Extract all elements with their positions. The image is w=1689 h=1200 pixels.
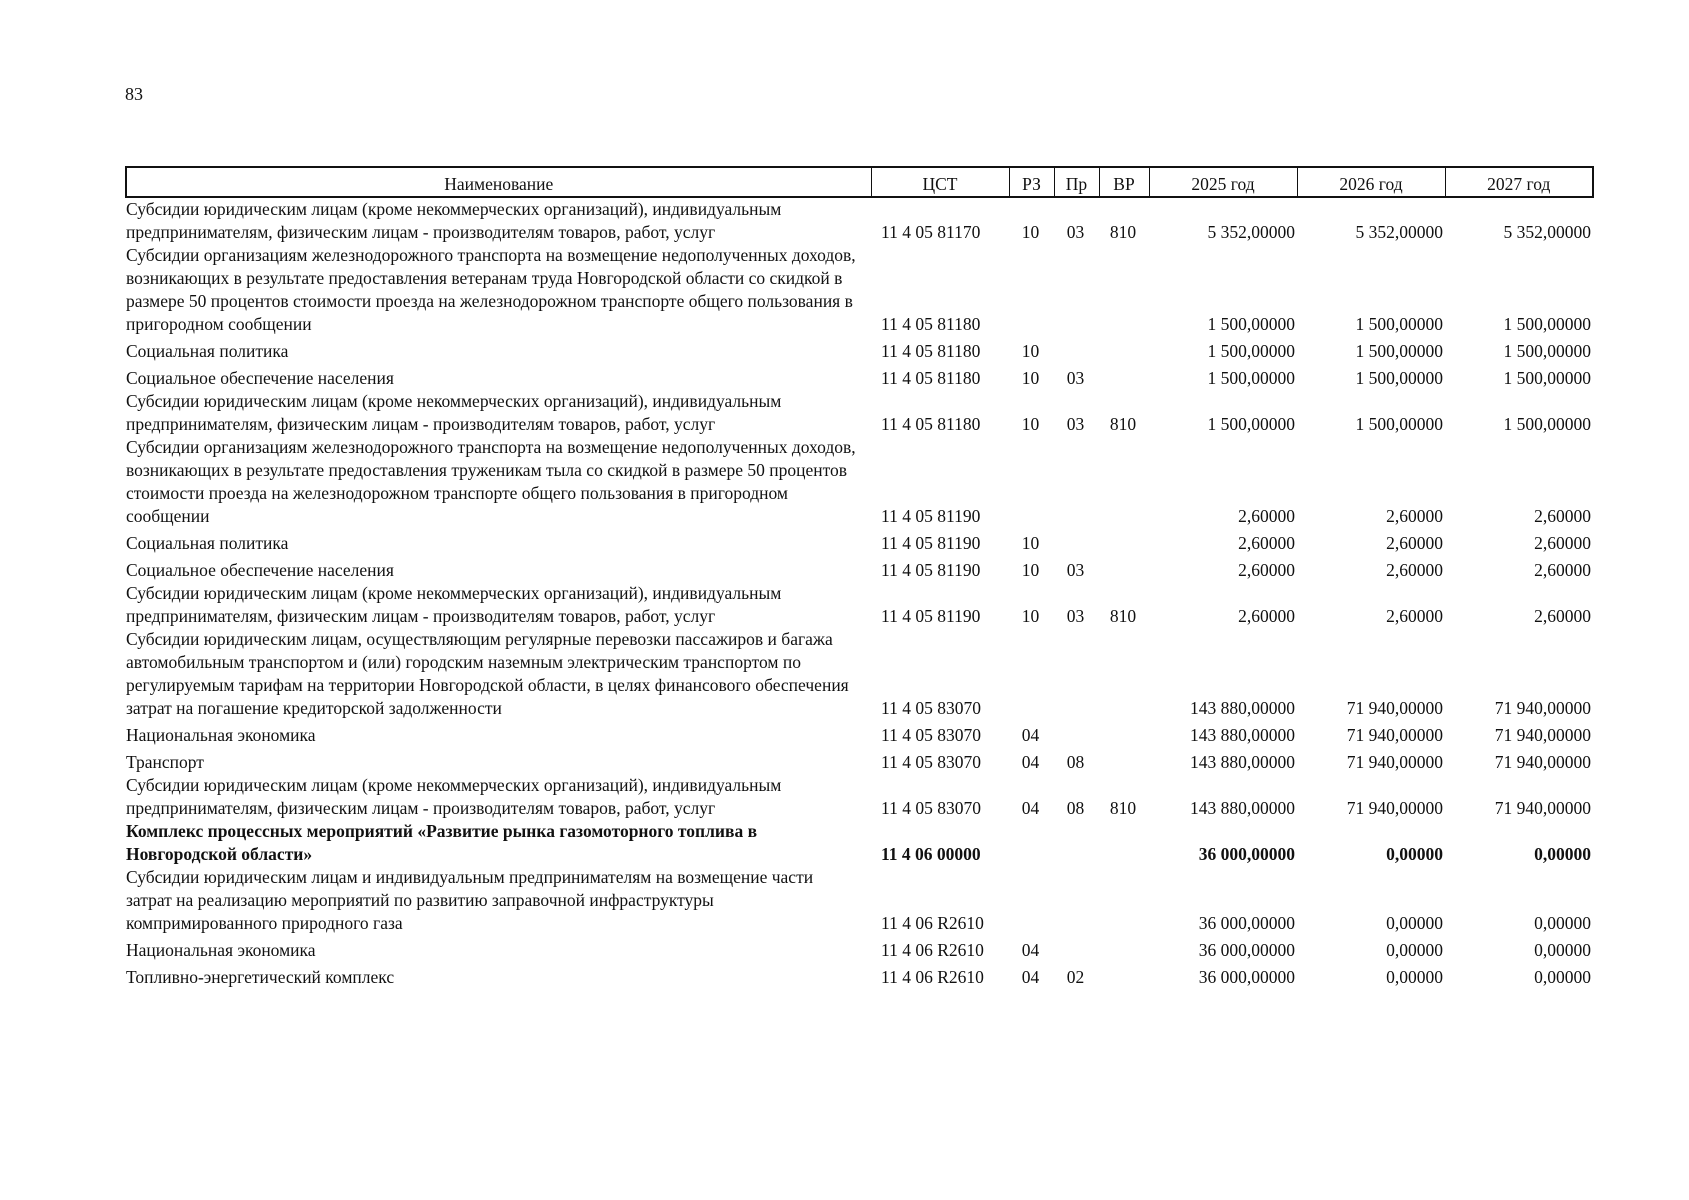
row-cst: 11 4 05 83070 — [881, 725, 981, 745]
header-2026: 2026 год — [1297, 167, 1445, 197]
row-pr: 03 — [1066, 414, 1085, 434]
row-rz: 10 — [1021, 414, 1040, 434]
row-2026: 71 940,00000 — [1346, 798, 1443, 818]
row-2025: 2,60000 — [1238, 506, 1295, 526]
budget-table — [125, 166, 1594, 989]
row-rz: 04 — [1021, 798, 1040, 818]
row-2026: 1 500,00000 — [1355, 341, 1443, 361]
row-vr — [1099, 866, 1149, 935]
row-cst: 11 4 05 81180 — [881, 368, 981, 388]
row-2025: 2,60000 — [1238, 533, 1295, 553]
row-vr: 810 — [1109, 606, 1137, 626]
row-rz — [1009, 866, 1054, 935]
row-cst: 11 4 05 81190 — [881, 506, 981, 526]
row-2025: 143 880,00000 — [1190, 752, 1295, 772]
row-pr — [1054, 336, 1099, 363]
row-cst: 11 4 06 00000 — [881, 844, 981, 864]
row-2027: 0,00000 — [1534, 967, 1591, 987]
row-2027: 2,60000 — [1534, 506, 1591, 526]
row-2026: 2,60000 — [1386, 560, 1443, 580]
row-2025: 143 880,00000 — [1190, 798, 1295, 818]
row-vr — [1099, 720, 1149, 747]
table-row — [126, 866, 1593, 935]
row-2026: 2,60000 — [1386, 533, 1443, 553]
table-row — [126, 197, 1593, 244]
row-2026: 71 940,00000 — [1346, 725, 1443, 745]
row-2027: 0,00000 — [1534, 913, 1591, 933]
row-cst: 11 4 05 81180 — [881, 341, 981, 361]
row-2026: 5 352,00000 — [1355, 222, 1443, 242]
row-2027: 71 940,00000 — [1494, 725, 1591, 745]
row-pr — [1054, 935, 1099, 962]
row-rz: 10 — [1021, 341, 1040, 361]
row-name: Комплекс процессных мероприятий «Развитие рынка газомоторного топлива в Новгородской области» — [126, 821, 758, 864]
row-cst: 11 4 05 81180 — [881, 414, 981, 434]
row-2026: 1 500,00000 — [1355, 414, 1443, 434]
row-2025: 1 500,00000 — [1207, 414, 1295, 434]
row-pr: 02 — [1066, 967, 1085, 987]
table-row — [126, 555, 1593, 582]
table-row — [126, 820, 1593, 866]
row-name: Субсидии организациям железнодорожного транспорта на возмещение недополученных доходов, возникающих в результате предоставления ветеранам труда Новгородской области со скидкой в размере 50 процентов стоимости проезда на железнодорожном транспорте общего пользования в пригородном сообщении — [126, 245, 856, 334]
table-row — [126, 962, 1593, 989]
table-row — [126, 582, 1593, 628]
row-2027: 71 940,00000 — [1494, 752, 1591, 772]
row-2026: 71 940,00000 — [1346, 698, 1443, 718]
row-2025: 36 000,00000 — [1198, 967, 1295, 987]
row-vr — [1099, 747, 1149, 774]
header-vr: ВР — [1099, 167, 1149, 197]
row-pr — [1054, 720, 1099, 747]
table-row — [126, 720, 1593, 747]
row-2027: 2,60000 — [1534, 533, 1591, 553]
row-cst: 11 4 05 81190 — [881, 560, 981, 580]
row-cst: 11 4 05 81190 — [881, 606, 981, 626]
row-rz: 04 — [1021, 967, 1040, 987]
row-2025: 5 352,00000 — [1207, 222, 1295, 242]
row-2027: 5 352,00000 — [1503, 222, 1591, 242]
row-2025: 1 500,00000 — [1207, 341, 1295, 361]
row-name: Социальное обеспечение населения — [126, 368, 394, 388]
row-2027: 1 500,00000 — [1503, 314, 1591, 334]
row-name: Субсидии юридическим лицам (кроме некоммерческих организаций), индивидуальным предпринимателям, физическим лицам - производителям товаров, работ, услуг — [126, 775, 782, 818]
row-rz: 10 — [1021, 606, 1040, 626]
row-2027: 71 940,00000 — [1494, 698, 1591, 718]
row-pr: 08 — [1066, 752, 1085, 772]
row-name: Топливно-энергетический комплекс — [126, 967, 395, 987]
row-vr — [1099, 628, 1149, 720]
row-2025: 36 000,00000 — [1198, 844, 1295, 864]
row-cst: 11 4 05 81180 — [881, 314, 981, 334]
row-name: Субсидии юридическим лицам (кроме некоммерческих организаций), индивидуальным предпринимателям, физическим лицам - производителям товаров, работ, услуг — [126, 583, 782, 626]
row-2026: 71 940,00000 — [1346, 752, 1443, 772]
row-2025: 143 880,00000 — [1190, 725, 1295, 745]
table-row — [126, 390, 1593, 436]
table-row — [126, 774, 1593, 820]
row-vr: 810 — [1109, 798, 1137, 818]
table-row — [126, 935, 1593, 962]
row-2027: 2,60000 — [1534, 560, 1591, 580]
row-cst: 11 4 05 83070 — [881, 698, 981, 718]
table-row — [126, 363, 1593, 390]
row-pr — [1054, 244, 1099, 336]
row-cst: 11 4 05 81170 — [881, 222, 981, 242]
row-rz: 10 — [1021, 222, 1040, 242]
row-vr — [1099, 935, 1149, 962]
row-rz: 10 — [1021, 368, 1040, 388]
row-vr — [1099, 244, 1149, 336]
header-name: Наименование — [126, 167, 871, 197]
row-name: Субсидии юридическим лицам, осуществляющим регулярные перевозки пассажиров и багажа автомобильным транспортом и (или) городским наземным электрическим транспортом по регулируемым тарифам на территории Новгородской области, в целях финансового обеспечения затрат на погашение кредиторской задолженности — [126, 629, 849, 718]
table-row — [126, 528, 1593, 555]
row-vr — [1099, 436, 1149, 528]
row-rz: 04 — [1021, 725, 1040, 745]
row-pr — [1054, 866, 1099, 935]
row-rz — [1009, 436, 1054, 528]
row-vr — [1099, 555, 1149, 582]
row-vr: 810 — [1109, 222, 1137, 242]
row-vr — [1099, 336, 1149, 363]
row-cst: 11 4 05 81190 — [881, 533, 981, 553]
table-header-row — [126, 167, 1593, 197]
row-pr — [1054, 528, 1099, 555]
row-2027: 71 940,00000 — [1494, 798, 1591, 818]
row-2025: 36 000,00000 — [1198, 913, 1295, 933]
header-2025: 2025 год — [1149, 167, 1297, 197]
row-pr: 03 — [1066, 368, 1085, 388]
table-row — [126, 336, 1593, 363]
row-2026: 1 500,00000 — [1355, 314, 1443, 334]
row-pr — [1054, 820, 1099, 866]
row-cst: 11 4 05 83070 — [881, 752, 981, 772]
row-pr: 03 — [1066, 606, 1085, 626]
row-2025: 1 500,00000 — [1207, 368, 1295, 388]
row-vr — [1099, 363, 1149, 390]
header-2027: 2027 год — [1445, 167, 1593, 197]
row-rz: 10 — [1021, 560, 1040, 580]
row-vr — [1099, 962, 1149, 989]
row-cst: 11 4 05 83070 — [881, 798, 981, 818]
row-2027: 0,00000 — [1534, 940, 1591, 960]
table-row — [126, 244, 1593, 336]
table-row — [126, 747, 1593, 774]
row-2026: 0,00000 — [1386, 844, 1443, 864]
header-rz: РЗ — [1009, 167, 1054, 197]
row-2025: 143 880,00000 — [1190, 698, 1295, 718]
row-name: Социальная политика — [126, 533, 289, 553]
row-2025: 2,60000 — [1238, 560, 1295, 580]
row-cst: 11 4 06 R2610 — [881, 967, 984, 987]
row-2027: 1 500,00000 — [1503, 414, 1591, 434]
row-name: Национальная экономика — [126, 940, 316, 960]
row-name: Субсидии юридическим лицам и индивидуальным предпринимателям на возмещение части затрат на реализацию мероприятий по развитию заправочной инфраструктуры компримированного природного газа — [126, 867, 814, 933]
row-2027: 1 500,00000 — [1503, 368, 1591, 388]
row-pr: 03 — [1066, 222, 1085, 242]
row-pr — [1054, 436, 1099, 528]
row-rz — [1009, 244, 1054, 336]
row-2026: 0,00000 — [1386, 913, 1443, 933]
row-name: Субсидии организациям железнодорожного транспорта на возмещение недополученных доходов, возникающих в результате предоставления труженикам тыла со скидкой в размере 50 процентов стоимости проезда на железнодорожном транспорте общего пользования в пригородном сообщении — [126, 437, 856, 526]
row-rz — [1009, 628, 1054, 720]
row-2026: 2,60000 — [1386, 606, 1443, 626]
row-rz — [1009, 820, 1054, 866]
row-vr — [1099, 528, 1149, 555]
row-2027: 1 500,00000 — [1503, 341, 1591, 361]
row-name: Национальная экономика — [126, 725, 316, 745]
row-name: Социальная политика — [126, 341, 289, 361]
row-cst: 11 4 06 R2610 — [881, 940, 984, 960]
row-rz: 04 — [1021, 940, 1040, 960]
page-number: 83 — [125, 84, 143, 104]
row-vr: 810 — [1109, 414, 1137, 434]
table-row — [126, 628, 1593, 720]
row-2026: 0,00000 — [1386, 940, 1443, 960]
row-vr — [1099, 820, 1149, 866]
row-pr: 03 — [1066, 560, 1085, 580]
row-2025: 1 500,00000 — [1207, 314, 1295, 334]
table-row — [126, 436, 1593, 528]
row-pr — [1054, 628, 1099, 720]
row-name: Социальное обеспечение населения — [126, 560, 394, 580]
row-cst: 11 4 06 R2610 — [881, 913, 984, 933]
table-body — [126, 197, 1593, 989]
row-rz: 10 — [1021, 533, 1040, 553]
row-2027: 0,00000 — [1534, 844, 1591, 864]
row-pr: 08 — [1066, 798, 1085, 818]
header-cst: ЦСТ — [871, 167, 1009, 197]
header-pr: Пр — [1054, 167, 1099, 197]
row-2026: 1 500,00000 — [1355, 368, 1443, 388]
row-2025: 36 000,00000 — [1198, 940, 1295, 960]
row-2025: 2,60000 — [1238, 606, 1295, 626]
row-2026: 0,00000 — [1386, 967, 1443, 987]
row-rz: 04 — [1021, 752, 1040, 772]
row-name: Субсидии юридическим лицам (кроме некоммерческих организаций), индивидуальным предпринимателям, физическим лицам - производителям товаров, работ, услуг — [126, 391, 782, 434]
row-name: Субсидии юридическим лицам (кроме некоммерческих организаций), индивидуальным предпринимателям, физическим лицам - производителям товаров, работ, услуг — [126, 199, 782, 242]
row-2027: 2,60000 — [1534, 606, 1591, 626]
row-2026: 2,60000 — [1386, 506, 1443, 526]
row-name: Транспорт — [126, 752, 204, 772]
